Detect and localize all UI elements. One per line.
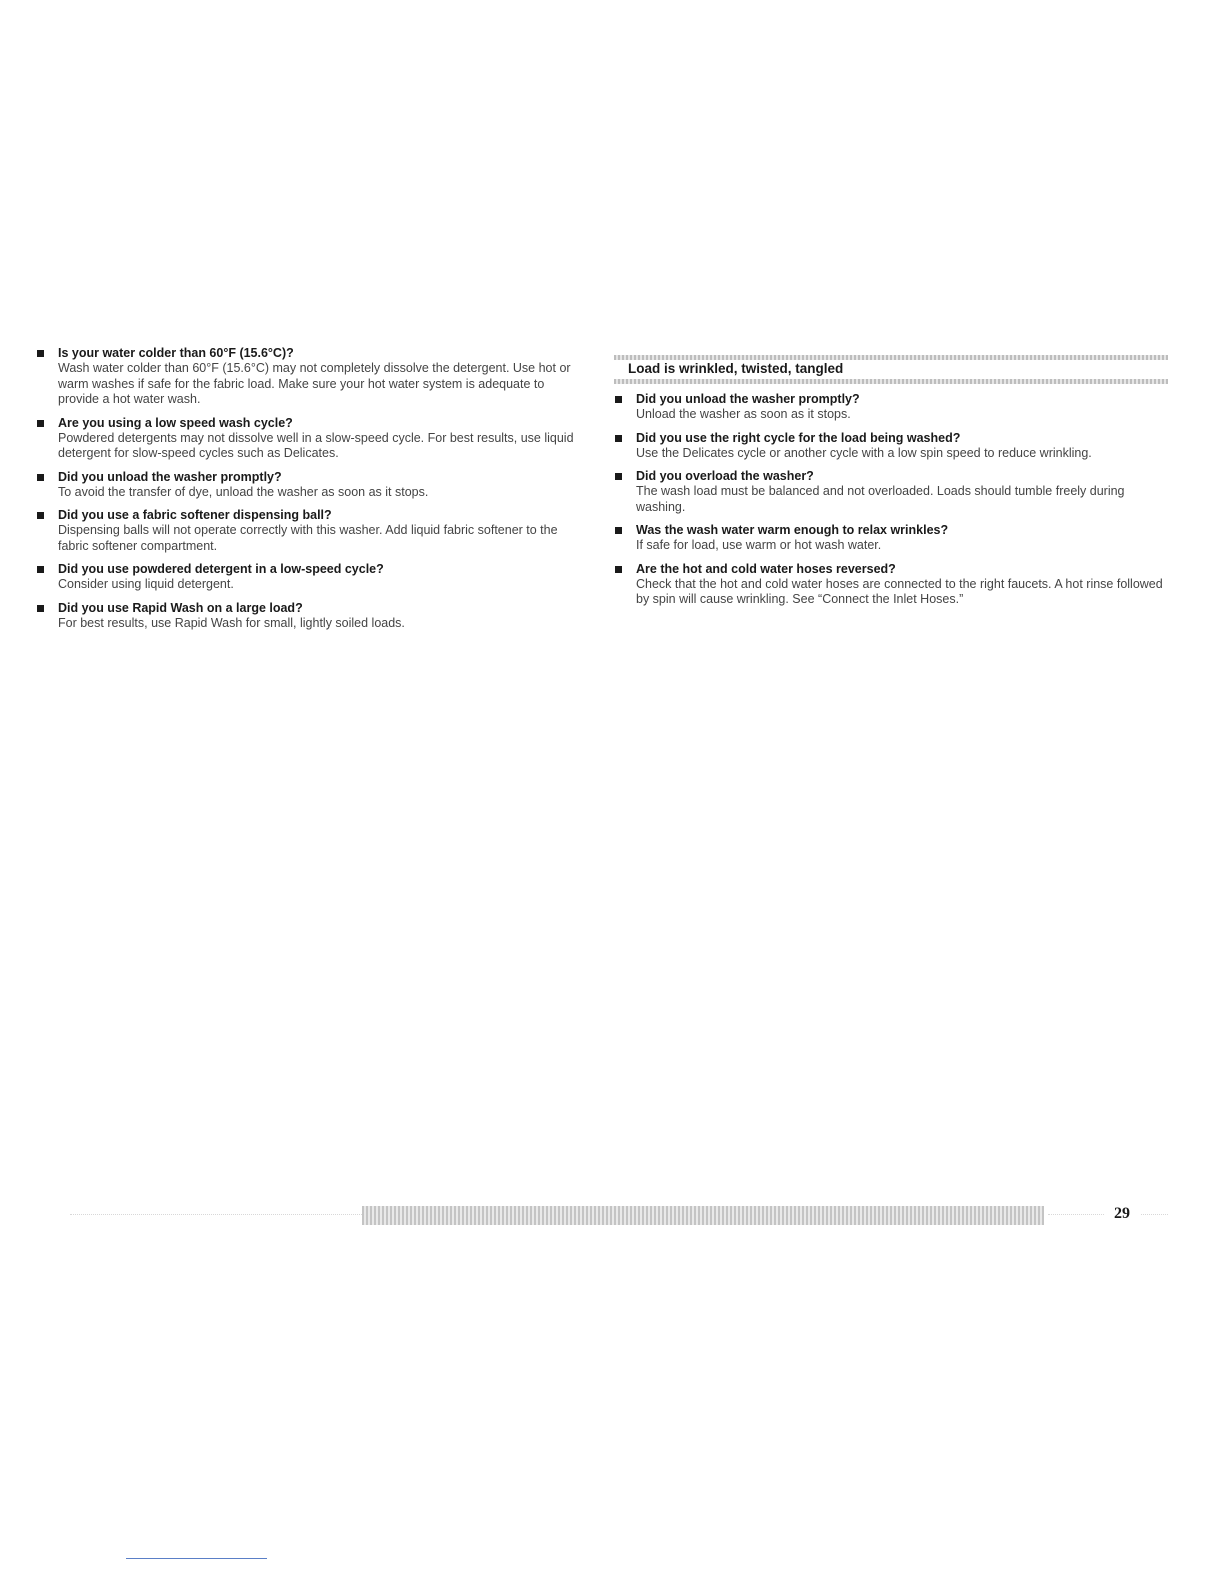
list-item [615,469,1168,515]
answer: Powdered detergents may not dissolve well in a slow-speed cycle. For best results, use liquid detergent for slow-speed cycles such as Delicates. [58,430,574,460]
answer: Wash water colder than 60°F (15.6°C) may not completely dissolve the detergent. Use hot or warm washes if safe for the fabric load. Make sure your hot water system is adequate to provide a hot water wash. [58,361,571,406]
list-item [37,601,587,632]
square-bullet-icon [615,396,622,403]
question: Did you unload the washer promptly? [636,392,860,406]
left-column [37,346,587,639]
answer: For best results, use Rapid Wash for small, lightly soiled loads. [58,615,405,630]
question: Did you use powdered detergent in a low-speed cycle? [58,562,384,576]
square-bullet-icon [615,435,622,442]
answer: Check that the hot and cold water hoses are connected to the right faucets. A hot rinse followed by spin will cause wrinkling. See “Connect the Inlet Hoses.” [636,576,1163,606]
answer: Consider using liquid detergent. [58,577,234,591]
footer-pattern-bar [362,1206,1044,1225]
section-list [614,392,1168,608]
list-item [615,562,1168,608]
answer: Use the Delicates cycle or another cycle with a low spin speed to reduce wrinkling. [636,445,1092,460]
square-bullet-icon [37,474,44,481]
list-item [37,416,587,462]
answer: To avoid the transfer of dye, unload the washer as soon as it stops. [58,484,429,499]
list-item [615,431,1168,462]
answer: Dispensing balls will not operate correctly with this washer. Add liquid fabric softener to the fabric softener compartment. [58,523,558,553]
question: Did you use a fabric softener dispensing ball? [58,508,332,522]
question: Was the wash water warm enough to relax wrinkles? [636,523,949,537]
header-stripe-top [614,355,1168,360]
square-bullet-icon [37,512,44,519]
section-header [614,355,1168,383]
header-stripe-bottom [614,379,1168,384]
divider-line [126,1558,267,1559]
list-item [37,346,587,408]
question: Did you use Rapid Wash on a large load? [58,600,303,615]
question: Did you use the right cycle for the load being washed? [636,430,961,445]
list-item [37,470,587,501]
square-bullet-icon [615,473,622,480]
answer: Unload the washer as soon as it stops. [636,407,851,421]
square-bullet-icon [37,566,44,573]
square-bullet-icon [615,566,622,573]
question: Are you using a low speed wash cycle? [58,415,293,430]
page-number: 29 [1104,1205,1140,1223]
right-column [614,355,1168,616]
answer: The wash load must be balanced and not overloaded. Loads should tumble freely during washing. [636,484,1125,514]
question: Is your water colder than 60°F (15.6°C)? [58,346,294,360]
square-bullet-icon [615,527,622,534]
square-bullet-icon [37,420,44,427]
list-item [37,562,587,593]
list-item [615,392,1168,423]
question: Did you unload the washer promptly? [58,469,282,484]
question: Are the hot and cold water hoses reversed? [636,561,896,576]
square-bullet-icon [37,605,44,612]
square-bullet-icon [37,350,44,357]
answer: If safe for load, use warm or hot wash water. [636,538,882,552]
list-item [615,523,1168,554]
list-item [37,508,587,554]
question: Did you overload the washer? [636,469,814,483]
footer-dotted-rule-left [70,1214,362,1215]
section-title: Load is wrinkled, twisted, tangled [628,361,844,376]
